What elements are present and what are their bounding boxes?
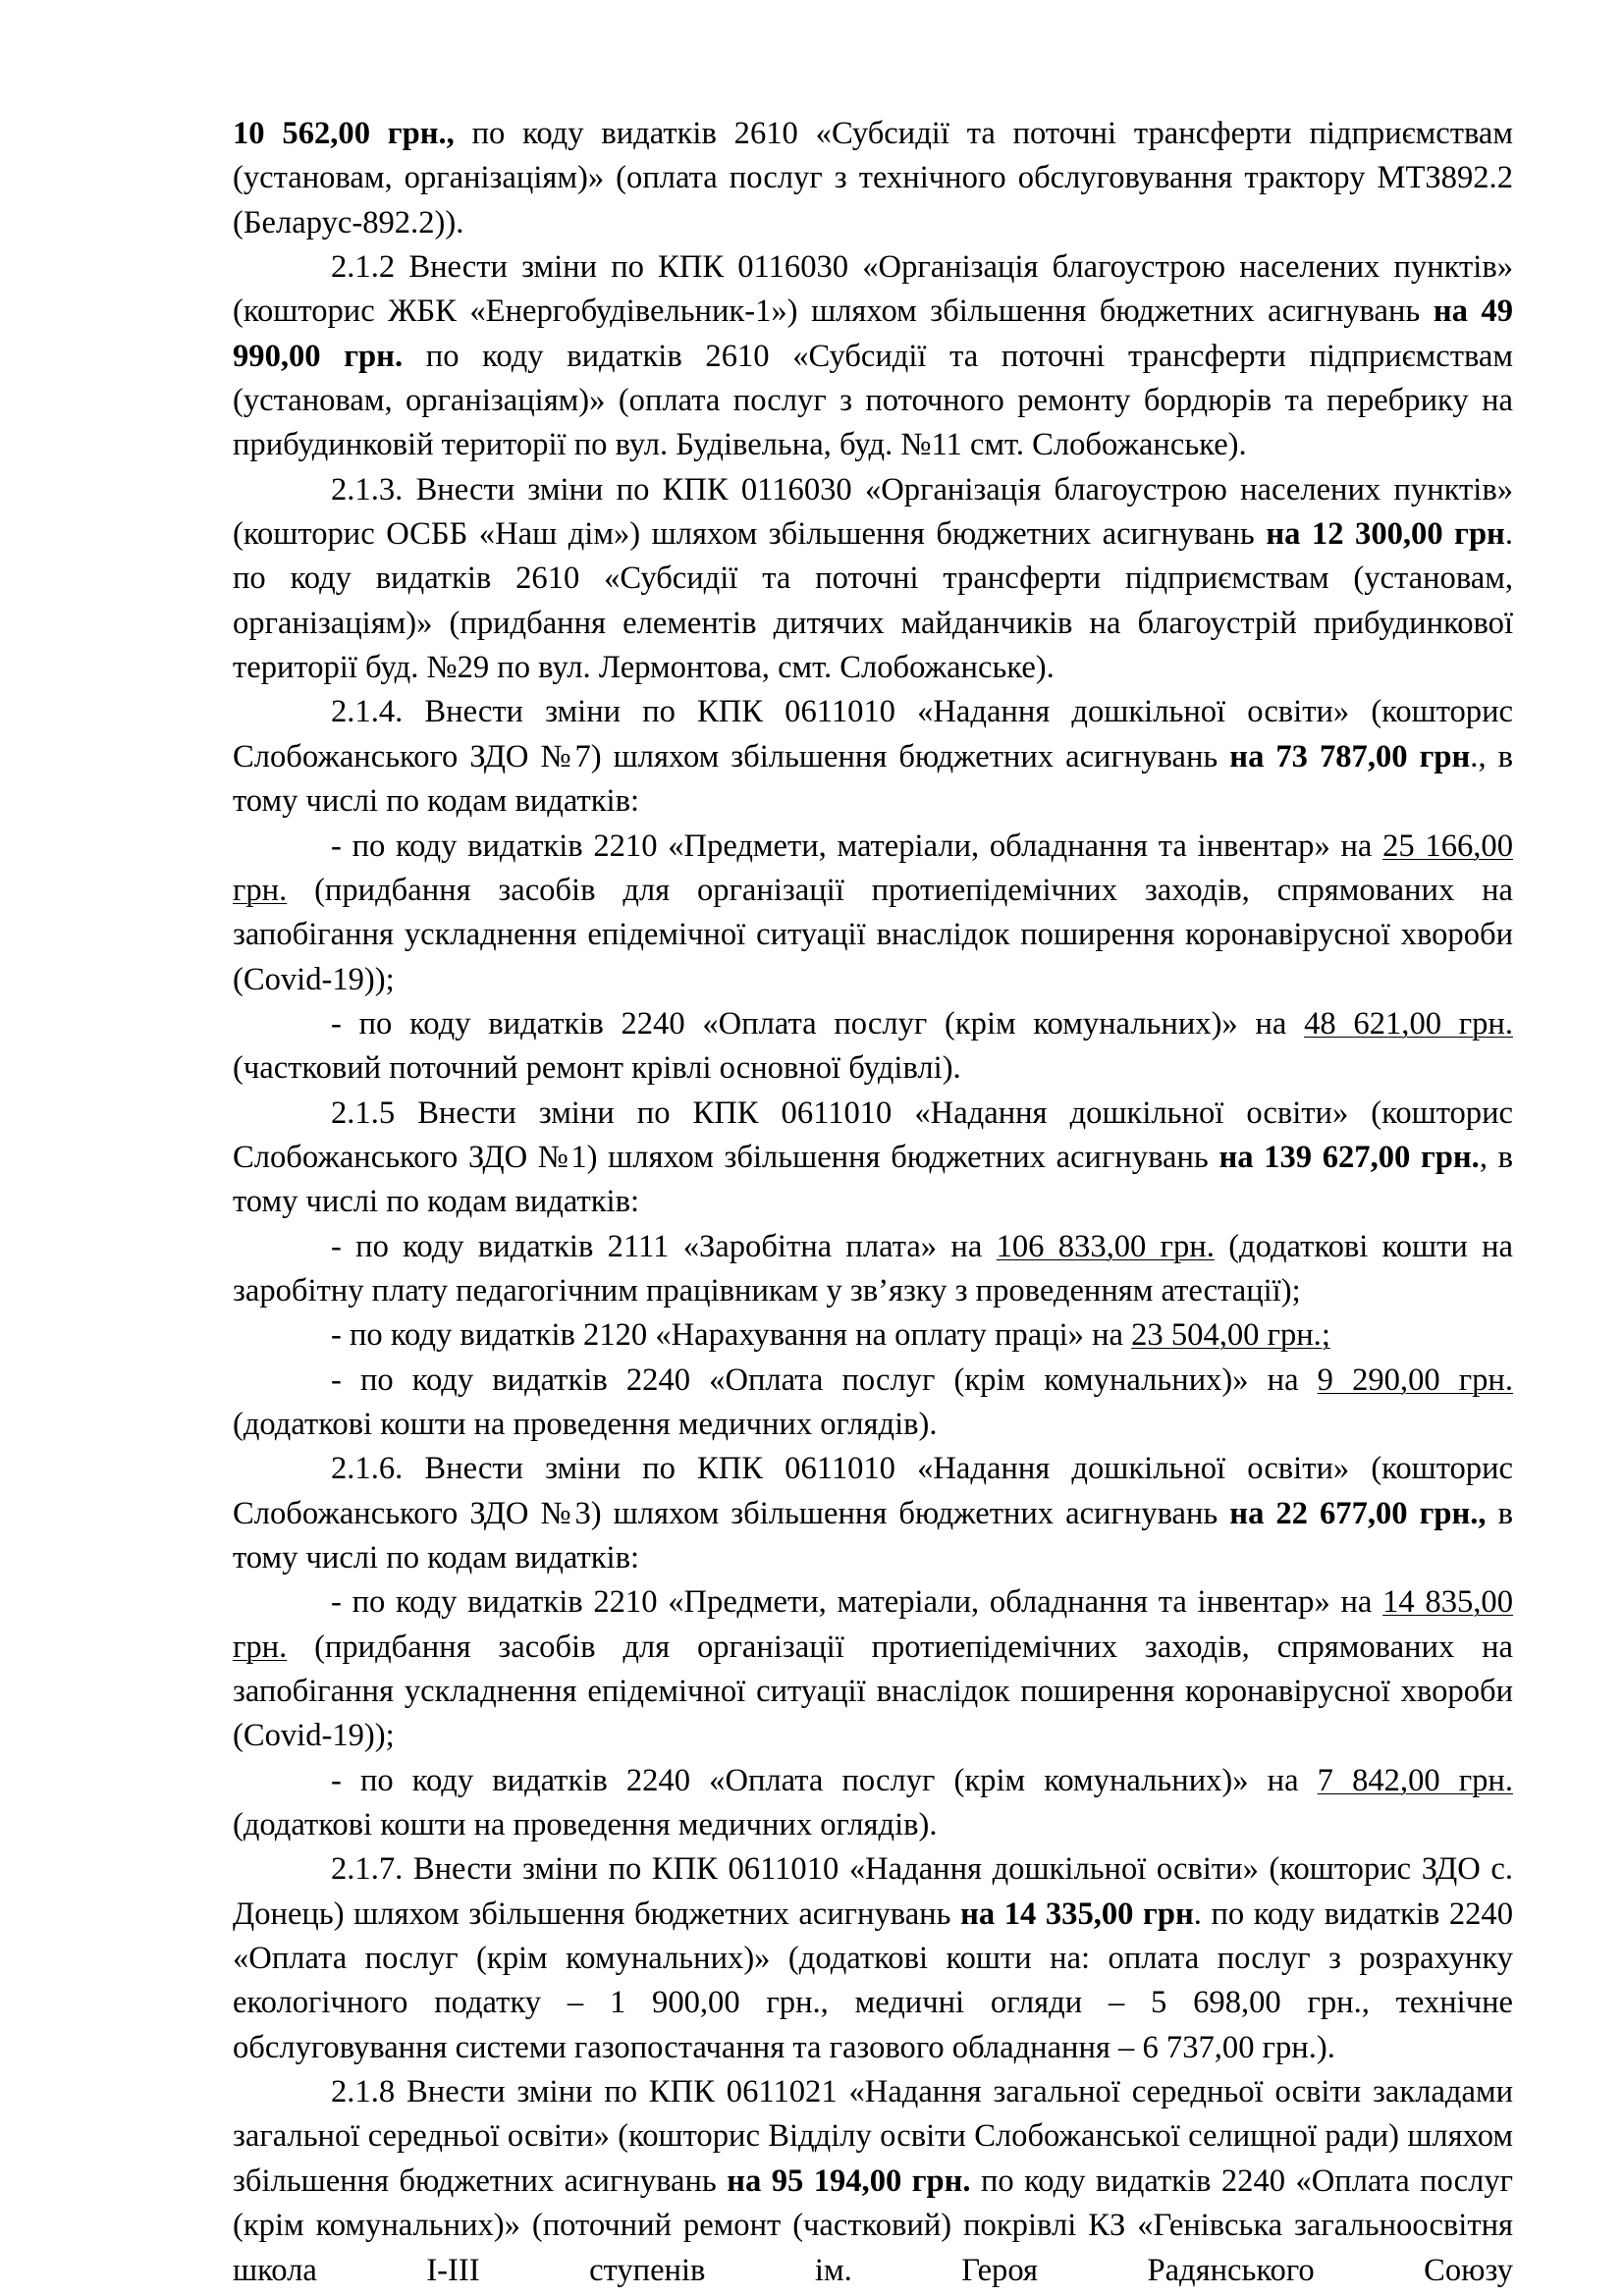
text-run: по коду видатків 2240 «Оплата послуг (крім комунальних)» (поточний ремонт (частковий) покрівлі КЗ «Генівська загальноосвітня школа І-ІІІ ступенів ім. Героя Радянського Союзу bbox=[233, 2163, 1513, 2288]
bold-amount: на 12 300,00 грн bbox=[1266, 516, 1505, 553]
text-run: 2.1.4. Внести зміни по КПК 0611010 «Надання дошкільної освіти» (кошторис Слобожанського ЗДО №7) шляхом збільшення бюджетних асигнувань bbox=[233, 694, 1513, 774]
text-run: - по коду видатків 2240 «Оплата послуг (крім комунальних)» на bbox=[331, 1362, 1318, 1398]
paragraph bbox=[233, 1759, 1513, 1848]
paragraph bbox=[233, 825, 1513, 1002]
text-run: по коду видатків 2610 «Субсидії та поточні трансферти підприємствам (установам, організаціям)» (оплата послуг з поточного ремонту бордюрів та перебрику на прибудинковій території по вул. Будівельна, буд. №11 смт. Слобожанське). bbox=[233, 338, 1513, 463]
text-run: - по коду видатків 2240 «Оплата послуг (крім комунальних)» на bbox=[331, 1005, 1305, 1041]
text-run: . по коду видатків 2610 «Субсидії та поточні трансферти підприємствам (установам, організаціям)» (придбання елементів дитячих майданчиків на благоустрій прибудинкової території буд. №29 по вул. Лермонтова, смт. Слобожанське). bbox=[233, 516, 1513, 686]
underlined-amount: 7 842,00 грн. bbox=[1317, 1762, 1513, 1798]
text-run: (додаткові кошти на проведення медичних оглядів). bbox=[233, 1807, 938, 1843]
text-run: 2.1.3. Внести зміни по КПК 0116030 «Організація благоустрою населених пунктів» (кошторис ОСББ «Наш дім») шляхом збільшення бюджетних асигнувань bbox=[233, 471, 1513, 553]
text-run: , в тому числі по кодам видатків: bbox=[233, 1139, 1514, 1220]
text-run: (додаткові кошти на заробітну плату педагогічним працівникам у зв’язку з проведенням атестації); bbox=[233, 1228, 1513, 1308]
bold-amount: на 73 787,00 грн bbox=[1229, 738, 1471, 774]
bold-amount: на 95 194,00 грн. bbox=[727, 2163, 971, 2199]
bold-amount: на 22 677,00 грн., bbox=[1229, 1495, 1487, 1531]
paragraph bbox=[233, 1580, 1513, 1758]
paragraph bbox=[233, 468, 1513, 691]
paragraph bbox=[233, 1359, 1513, 1448]
text-run: . по коду видатків 2240 «Оплата послуг (крім комунальних)» (додаткові кошти на: оплата послуг з розрахунку екологічного податку – 1 900,00 грн., медичні огляди – 5 698,00 грн., технічне обслуговування системи газопостачання та газового обладнання – 6 737,00 грн.). bbox=[233, 1896, 1513, 2065]
paragraph bbox=[233, 112, 1513, 245]
text-run: (додаткові кошти на проведення медичних оглядів). bbox=[233, 1406, 938, 1442]
text-run: по коду видатків 2610 «Субсидії та поточні трансферти підприємствам (установам, організаціям)» (оплата послуг з технічного обслуговування трактору МТЗ892.2 (Беларус-892.2)). bbox=[233, 116, 1513, 240]
text-run: - по коду видатків 2120 «Нарахування на оплату праці» на bbox=[331, 1317, 1132, 1354]
underlined-amount: 25 166,00 грн. bbox=[233, 828, 1513, 908]
paragraph bbox=[233, 1225, 1513, 1314]
text-run: - по коду видатків 2210 «Предмети, матеріали, обладнання та інвентар» на bbox=[331, 1584, 1383, 1621]
underlined-amount: 14 835,00 грн. bbox=[233, 1584, 1513, 1665]
text-run: в тому числі по кодам видатків: bbox=[233, 1495, 1513, 1575]
bold-amount: на 14 335,00 грн bbox=[960, 1896, 1194, 1932]
bold-amount: на 139 627,00 грн. bbox=[1218, 1139, 1480, 1175]
paragraph bbox=[233, 690, 1513, 824]
text-run: (придбання засобів для організації протиепідемічних заходів, спрямованих на запобігання ускладнення епідемічної ситуації внаслідок поширення коронавірусної хвороби (Covid-19)); bbox=[233, 872, 1513, 997]
text-run: - по коду видатків 2240 «Оплата послуг (крім комунальних)» на bbox=[331, 1762, 1318, 1798]
text-run: ., в тому числі по кодам видатків: bbox=[233, 738, 1513, 820]
paragraph bbox=[233, 1313, 1513, 1358]
paragraph bbox=[233, 1847, 1513, 2070]
underlined-amount: 9 290,00 грн. bbox=[1317, 1362, 1513, 1398]
text-run: 2.1.5 Внести зміни по КПК 0611010 «Надання дошкільної освіти» (кошторис Слобожанського ЗДО №1) шляхом збільшення бюджетних асигнувань bbox=[233, 1095, 1513, 1175]
underlined-amount: 48 621,00 грн. bbox=[1304, 1005, 1514, 1041]
underlined-amount: 106 833,00 грн. bbox=[996, 1228, 1215, 1264]
paragraph bbox=[233, 1002, 1513, 1092]
text-run: 2.1.8 Внести зміни по КПК 0611021 «Надання загальної середньої освіти закладами загальної середньої освіти» (кошторис Відділу освіти Слобожанської селищної ради) шляхом збільшення бюджетних асигнувань bbox=[233, 2074, 1513, 2199]
underlined-amount: 23 504,00 грн.; bbox=[1131, 1317, 1330, 1354]
text-run: 2.1.6. Внести зміни по КПК 0611010 «Надання дошкільної освіти» (кошторис Слобожанського ЗДО №3) шляхом збільшення бюджетних асигнувань bbox=[233, 1451, 1513, 1531]
text-run: - по коду видатків 2111 «Заробітна плата» на bbox=[331, 1228, 997, 1264]
text-run: - по коду видатків 2210 «Предмети, матеріали, обладнання та інвентар» на bbox=[331, 828, 1383, 864]
text-run: (частковий поточний ремонт крівлі основної будівлі). bbox=[233, 1050, 961, 1087]
text-run: 2.1.7. Внести зміни по КПК 0611010 «Надання дошкільної освіти» (кошторис ЗДО с. Донець) шляхом збільшення бюджетних асигнувань bbox=[233, 1851, 1513, 1932]
text-run: 2.1.2 Внести зміни по КПК 0116030 «Організація благоустрою населених пунктів» (кошторис ЖБК «Енергобудівельник-1») шляхом збільшення бюджетних асигнувань bbox=[233, 249, 1513, 330]
text-run: (придбання засобів для організації протиепідемічних заходів, спрямованих на запобігання ускладнення епідемічної ситуації внаслідок поширення коронавірусної хвороби (Covid-19)); bbox=[233, 1629, 1513, 1754]
paragraph bbox=[233, 2070, 1513, 2293]
bold-amount: 10 562,00 грн., bbox=[233, 116, 455, 151]
paragraph bbox=[233, 1447, 1513, 1580]
paragraph bbox=[233, 1092, 1513, 1225]
document-page bbox=[233, 112, 1513, 2293]
bold-amount: на 49 990,00 грн. bbox=[233, 294, 1513, 374]
paragraph bbox=[233, 245, 1513, 468]
